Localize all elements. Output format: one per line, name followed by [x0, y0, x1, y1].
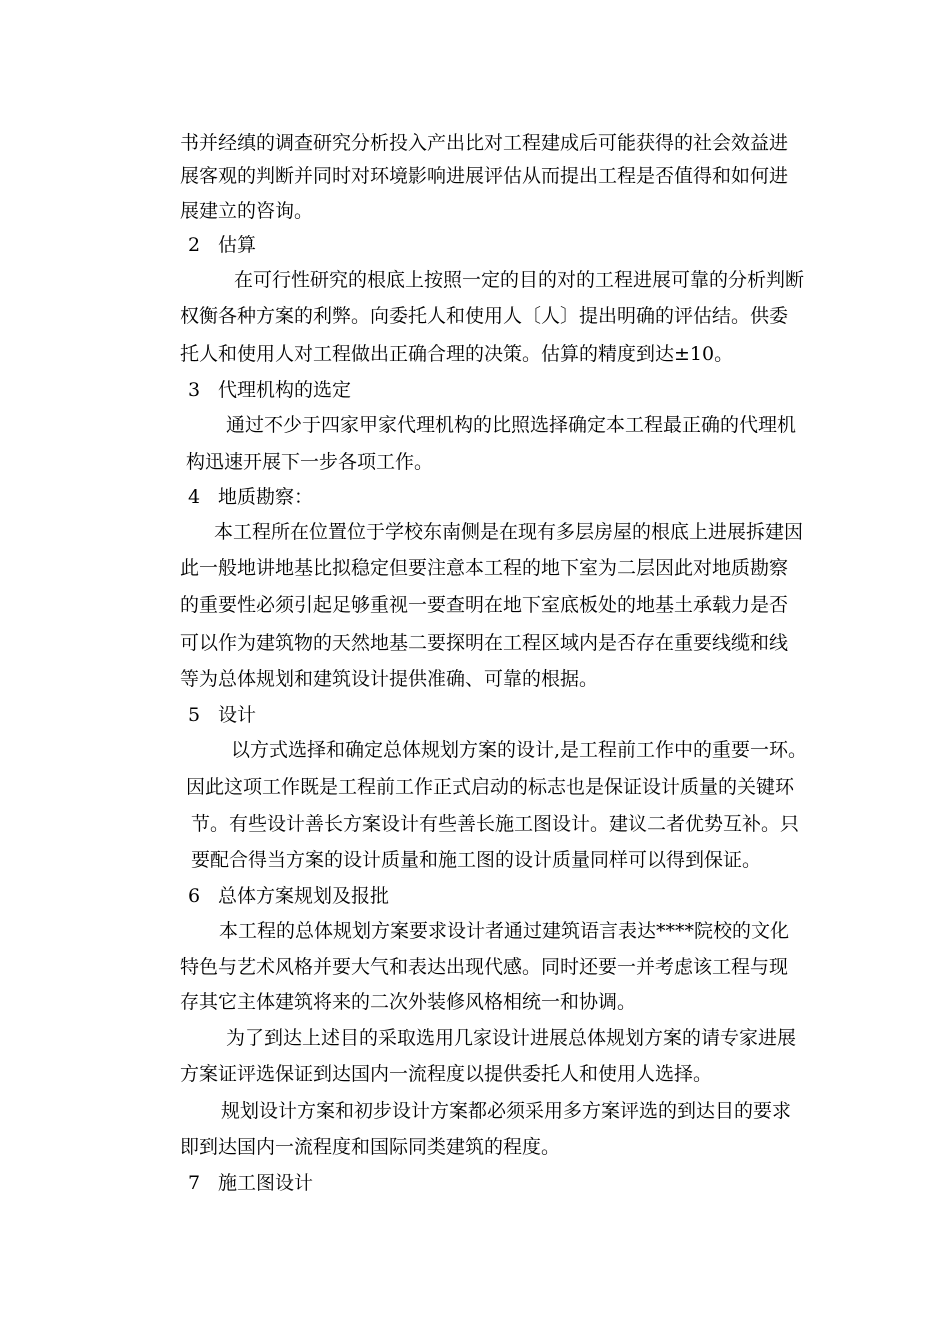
section-title: 地质勘察： — [218, 486, 314, 508]
paragraph-line: 以方式选择和确定总体规划方案的设计,是工程前工作中的重要一环。 — [231, 739, 808, 761]
paragraph-line: 特色与艺术风格并要大气和表达出现代感。同时还要一并考虑该工程与现 — [180, 956, 789, 978]
paragraph-line: 节。有些设计善长方案设计有些善长施工图设计。建议二者优势互补。只 — [191, 813, 800, 835]
paragraph-line: 权衡各种方案的利弊。向委托人和使用人〔人〕提出明确的评估结。供委 — [180, 305, 789, 327]
section-number: 2 — [188, 234, 201, 256]
section-heading — [188, 703, 256, 727]
paragraph-line: 本工程所在位置位于学校东南侧是在现有多层房屋的根底上进展拆建因 — [214, 521, 804, 543]
paragraph-line: 的重要性必须引起足够重视一要查明在地下室底板处的地基土承载力是否 — [180, 594, 789, 616]
section-heading — [188, 485, 313, 509]
section-heading — [188, 1171, 313, 1195]
section-number: 6 — [188, 885, 201, 907]
paragraph-line: 可以作为建筑物的天然地基二要探明在工程区域内是否存在重要线缆和线 — [180, 632, 789, 654]
section-number: 5 — [188, 704, 201, 726]
paragraph-line: 通过不少于四家甲家代理机构的比照选择确定本工程最正确的代理机 — [226, 414, 797, 436]
paragraph-line: 要配合得当方案的设计质量和施工图的设计质量同样可以得到保证。 — [191, 849, 762, 871]
section-title: 设计 — [218, 704, 257, 726]
section-heading — [188, 378, 351, 402]
paragraph-line: 在可行性研究的根底上按照一定的目的对的工程进展可靠的分析判断 — [234, 269, 805, 291]
paragraph-line: 构迅速开展下一步各项工作。 — [186, 451, 434, 473]
paragraph-line: 因此这项工作既是工程前工作正式启动的标志也是保证设计质量的关键环 — [186, 776, 795, 798]
section-number: 4 — [188, 486, 201, 508]
paragraph-line: 此一般地讲地基比拟稳定但要注意本工程的地下室为二层因此对地质勘察 — [180, 557, 789, 579]
intro-line: 展建立的咨询。 — [180, 200, 314, 222]
section-number: 3 — [188, 379, 201, 401]
section-title: 估算 — [218, 234, 257, 256]
paragraph-line: 等为总体规划和建筑设计提供准确、可靠的根据。 — [180, 668, 599, 690]
section-title: 施工图设计 — [218, 1172, 314, 1194]
paragraph-line: 存其它主体建筑将来的二次外装修风格相统一和协调。 — [180, 991, 637, 1013]
intro-line: 展客观的判断并同时对环境影响进展评估从而提出工程是否值得和如何进 — [180, 165, 789, 187]
section-number: 7 — [188, 1172, 201, 1194]
paragraph-line: 方案证评选保证到达国内一流程度以提供委托人和使用人选择。 — [180, 1063, 713, 1085]
section-heading — [188, 884, 389, 908]
paragraph-line: 为了到达上述目的采取选用几家设计进展总体规划方案的请专家进展 — [226, 1027, 797, 1049]
paragraph-line: 规划设计方案和初步设计方案都必须采用多方案评选的到达目的要求 — [221, 1100, 792, 1122]
intro-line: 书并经缜的调查研究分析投入产出比对工程建成后可能获得的社会效益进 — [180, 132, 789, 154]
section-title: 总体方案规划及报批 — [218, 885, 390, 907]
paragraph-line: 即到达国内一流程度和国际同类建筑的程度。 — [180, 1136, 561, 1158]
section-title: 代理机构的选定 — [218, 379, 352, 401]
paragraph-line: 托人和使用人对工程做出正确合理的决策。估算的精度到达±10。 — [180, 343, 734, 365]
section-heading — [188, 233, 256, 257]
paragraph-line: 本工程的总体规划方案要求设计者通过建筑语言表达****院校的文化 — [219, 920, 790, 942]
